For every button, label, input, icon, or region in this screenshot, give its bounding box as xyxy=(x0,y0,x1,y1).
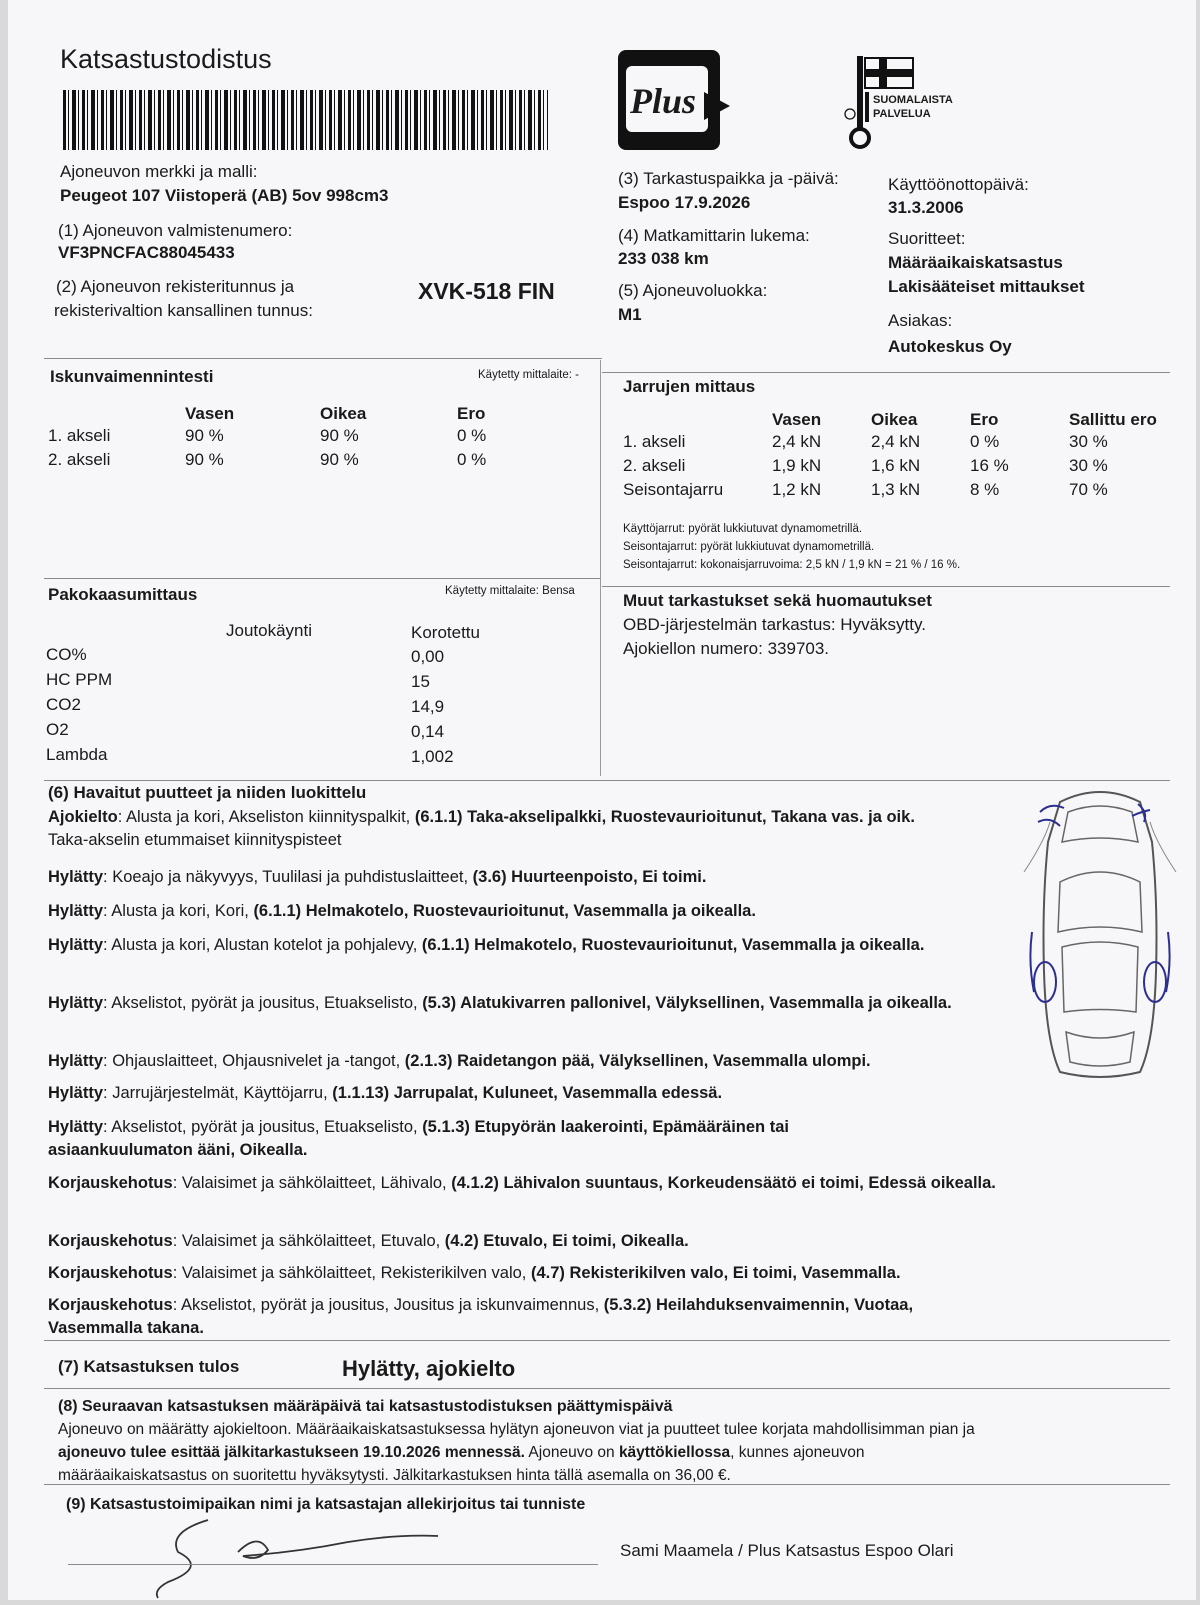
defect-item: Hylätty: Alusta ja kori, Kori, (6.1.1) Helmakotelo, Ruostevaurioitunut, Vasemmalla ja oikealla. xyxy=(48,902,756,920)
reg-label-2: rekisterivaltion kansallinen tunnus: xyxy=(54,301,313,320)
defect-item: Korjauskehotus: Valaisimet ja sähkölaitteet, Lähivalo, (4.1.2) Lähivalon suuntaus, Korkeudensäätö ei toimi, Edessä oikealla. xyxy=(48,1174,996,1192)
defect-item: Korjauskehotus: Akselistot, pyörät ja jousitus, Jousitus ja iskunvaimennus, (5.3.2) Heilahduksenvaimennin, Vuotaa, Vasemmalla takana. xyxy=(48,1296,914,1337)
defect-item: Korjauskehotus: Valaisimet ja sähkölaitteet, Rekisterikilven valo, (4.7) Rekisterikilven valo, Ei toimi, Vasemmalla. xyxy=(48,1264,901,1282)
exhaust-col-raised: Korotettu xyxy=(411,623,480,642)
shock-title: Iskunvaimennintesti xyxy=(50,367,214,386)
shock-device: Käytetty mittalaite: - xyxy=(478,369,579,381)
other-line-1: OBD-järjestelmän tarkastus: Hyväksytty. xyxy=(623,615,926,634)
plus-logo: Plus xyxy=(618,50,720,150)
defect-item: Hylätty: Akselistot, pyörät ja jousitus, Etuakselisto, (5.1.3) Etupyörän laakerointi, Epämääräinen tai asiaankuulumaton ääni, Oikealla. xyxy=(48,1118,789,1159)
inspector-name: Sami Maamela / Plus Katsastus Espoo Olari xyxy=(620,1541,954,1560)
odometer-label: (4) Matkamittarin lukema: xyxy=(618,226,810,245)
barcode xyxy=(63,90,548,150)
odometer-value: 233 038 km xyxy=(618,249,709,268)
make-value: Peugeot 107 Viistoperä (AB) 5ov 998cm3 xyxy=(60,186,389,205)
next-title: (8) Seuraavan katsastuksen määräpäivä tai katsastustodistuksen päättymispäivä xyxy=(58,1398,673,1415)
brake-note-3: Seisontajarrut: kokonaisjarruvoima: 2,5 kN / 1,9 kN = 21 % / 16 %. xyxy=(623,559,961,571)
car-diagram xyxy=(1020,782,1180,1082)
place-value: Espoo 17.9.2026 xyxy=(618,193,751,212)
other-line-2: Ajokiellon numero: 339703. xyxy=(623,639,830,658)
vin-label: (1) Ajoneuvon valmistenumero: xyxy=(58,221,293,240)
table-row: 2. akseli 90 % 90 % 0 % xyxy=(48,450,487,469)
customer-label: Asiakas: xyxy=(888,311,953,330)
defect-item: Hylätty: Akselistot, pyörät ja jousitus, Etuakselisto, (5.3) Alatukivarren pallonivel, Välyksellinen, Vasemmalla ja oikealla. xyxy=(48,994,952,1012)
brakes-table: Vasen Oikea Ero Sallittu ero 1. akseli 2,4 kN 2,4 kN 0 % 30 % 2. akseli 1,9 kN 1,6 kN 16 % 30 % Seisontajarru 1,2 kN 1,3 kN 8 % 70 % xyxy=(623,410,1157,502)
result-label: (7) Katsastuksen tulos xyxy=(58,1357,240,1376)
defects-title: (6) Havaitut puutteet ja niiden luokittelu xyxy=(48,783,367,802)
handwritten-signature xyxy=(148,1512,478,1600)
table-row: Seisontajarru 1,2 kN 1,3 kN 8 % 70 % xyxy=(623,480,1108,499)
vin-value: VF3PNCFAC88045433 xyxy=(58,243,235,262)
table-row: 1. akseli 90 % 90 % 0 % xyxy=(48,426,487,445)
result-value: Hylätty, ajokielto xyxy=(342,1356,516,1381)
performed-label: Suoritteet: xyxy=(888,229,966,248)
performed-1: Määräaikaiskatsastus xyxy=(888,253,1063,272)
make-label: Ajoneuvon merkki ja malli: xyxy=(60,162,258,181)
brake-note-2: Seisontajarrut: pyörät lukkiutuvat dynamometrillä. xyxy=(623,541,875,553)
suomalaista-palvelua-logo: SUOMALAISTA PALVELUA xyxy=(843,52,973,152)
exhaust-title: Pakokaasumittaus xyxy=(48,585,198,604)
other-title: Muut tarkastukset sekä huomautukset xyxy=(623,591,932,610)
defect-item: Korjauskehotus: Valaisimet ja sähkölaitteet, Etuvalo, (4.2) Etuvalo, Ei toimi, Oikealla. xyxy=(48,1232,689,1250)
defect-item: Hylätty: Koeajo ja näkyvyys, Tuulilasi ja puhdistuslaitteet, (3.6) Huurteenpoisto, Ei toimi. xyxy=(48,868,707,886)
next-body: Ajoneuvo on määrätty ajokieltoon. Määräaikaiskatsastuksessa hylätyn ajoneuvon viat ja puutteet tulee korjata mahdollisimman pian ja ajoneuvo tulee esittää jälkitarkastukseen 19.10.2026 mennessä. Ajoneuvo on käyttökiellossa, kunnes ajoneuvon määräaikaiskatsastus on suoritettu hyväksytysti. Jälkitarkastuksen hinta tällä asemalla on 36,00 €. xyxy=(58,1421,975,1484)
exhaust-col-idle: Joutokäynti xyxy=(226,621,312,640)
defect-item: Ajokielto: Alusta ja kori, Akseliston kiinnityspalkit, (6.1.1) Taka-akselipalkki, Ruostevaurioitunut, Takana vas. ja oik. Taka-akselin etummaiset kiinnityspisteet xyxy=(48,808,915,849)
performed-2: Lakisääteiset mittaukset xyxy=(888,277,1085,296)
brakes-title: Jarrujen mittaus xyxy=(623,377,756,396)
first-use-value: 31.3.2006 xyxy=(888,198,964,217)
class-label: (5) Ajoneuvoluokka: xyxy=(618,281,768,300)
class-value: M1 xyxy=(618,305,642,324)
place-label: (3) Tarkastuspaikka ja -päivä: xyxy=(618,169,839,188)
document-title: Katsastustodistus xyxy=(60,44,272,74)
inspection-certificate: Katsastustodistus Plus SUOMALAISTA PALVELUA Ajoneuvon merkki ja malli: Peugeot 107 Viistoperä (AB) 5ov 998cm3 (1) Ajoneuvon valmistenumero: VF3PNCFAC88045433 (2) Ajoneuvon rekisteritunnus ja rekisterivaltion kansallinen tunnus: XVK-518 FIN (3) Tarkastuspaikka ja -päivä: Espoo 17.9.2026 (4) Matkamittarin lukema: 233 038 km (5) Ajoneuvoluokka: M1 Käyttöönottopäivä: 31.3.2006 Suoritteet: Määräaikaiskatsastus Lakisääteiset mittaukset Asiakas: Autokeskus Oy Iskunvaimennintesti Käytetty mittalaite: - Vasen Oikea Ero 1. akseli 90 % 90 % 0 % 2. akseli 90 % 90 % 0 % Jarrujen mittaus Vasen Oikea Ero Sallittu ero 1. akseli 2,4 kN 2,4 kN 0 % 30 % 2. akseli 1,9 kN 1,6 kN 16 % 30 % Seisontajarru 1,2 kN 1,3 kN 8 % 70 % Käyttöjarrut: pyörät lukkiutuvat dynamometrillä. Seisontajarrut: pyörät lukkiutuvat dynamometrillä. Seisontajarrut: kokonaisjarruvoima: 2,5 kN / 1,9 kN = 21 % / 16 %. Pakokaasumittaus Käytetty mittalaite: Bensa Joutokäynti Korotettu CO% 0,00 HC PPM 15 CO2 14,9 O2 0,14 Lambda 1,002 Muut tarkastukset sekä huomautukset OBD-järjestelmän tarkastus: Hyväksytty. Ajokiellon numero: 339703. (6) Havaitut puutteet ja niiden luokittelu Ajokielto: Alusta ja kori, Akseliston kiinnityspalkit, (6.1.1) Taka-akselipalkki, Ruostevaurioitunut, Takana vas. ja oik. Taka-akselin etummaiset kiinnityspisteet Hylätty: Koeajo ja näkyvyys, Tuulilasi ja puhdistuslaitteet, (3.6) Huurteenpoisto, Ei toimi. Hylätty: Alusta ja kori, Kori, (6.1.1) Helmakotelo, Ruostevaurioitunut, Vasemmalla ja oikealla. Hylätty: Alusta ja kori, Alustan kotelot ja pohjalevy, (6.1.1) Helmakotelo, Ruostevaurioitunut, Vasemmalla ja oikealla. Hylätty: Akselistot, pyörät ja jousitus, Etuakselisto, (5.3) Alatukivarren pallonivel, Välyksellinen, Vasemmalla ja oikealla. Hylätty: Ohjauslaitteet, Ohjausnivelet ja -tangot, (2.1.3) Raidetangon pää, Välyksellinen, Vasemmalla ulompi. Hylätty: Jarrujärjestelmät, Käyttöjarru, (1.1.13) Jarrupalat, Kuluneet, Vasemmalla edessä. Hylätty: Akselistot, pyörät ja jousitus, Etuakselisto, (5.1.3) Etupyörän laakerointi, Epämääräinen tai asiaankuulumaton ääni, Oikealla. Korjauskehotus: Valaisimet ja sähkölaitteet, Lähivalo, (4.1.2) Lähivalon suuntaus, Korkeudensäätö ei toimi, Edessä oikealla. Korjauskehotus: Valaisimet ja sähkölaitteet, Etuvalo, (4.2) Etuvalo, Ei toimi, Oikealla. Korjauskehotus: Valaisimet ja sähkölaitteet, Rekisterikilven valo, (4.7) Rekisterikilven valo, Ei toimi, Vasemmalla. Korjauskehotus: Akselistot, pyörät ja jousitus, Jousitus ja iskunvaimennus, (5.3.2) Heilahduksenvaimennin, Vuotaa, Vasemmalla takana. (7) Katsastuksen tulos Hylätty, ajokielto (8) Seuraavan katsastuksen määräpäivä tai katsastustodistuksen päättymispäivä Ajoneuvo on määrätty ajokieltoon. Määräaikaiskatsastuksessa hylätyn ajoneuvon viat ja puutteet tulee korjata mahdollisimman pian ja ajoneuvo tulee esittää jälkitarkastukseen 19.10.2026 mennessä. Ajoneuvo on käyttökiellossa, kunnes ajoneuvon määräaikaiskatsastus on suoritettu hyväksytysti. Jälkitarkastuksen hinta tällä asemalla on 36,00 €. (9) Katsastustoimipaikan nimi ja katsastajan allekirjoitus tai tunniste Sami Maamela / Plus Katsastus Espoo Olari xyxy=(8,0,1196,1600)
defect-item: Hylätty: Alusta ja kori, Alustan kotelot ja pohjalevy, (6.1.1) Helmakotelo, Ruostevaurioitunut, Vasemmalla ja oikealla. xyxy=(48,936,925,954)
table-row: 1. akseli 2,4 kN 2,4 kN 0 % 30 % xyxy=(623,432,1108,451)
reg-label-1: (2) Ajoneuvon rekisteritunnus ja xyxy=(56,277,295,296)
table-row: 2. akseli 1,9 kN 1,6 kN 16 % 30 % xyxy=(623,456,1108,475)
signature-title: (9) Katsastustoimipaikan nimi ja katsastajan allekirjoitus tai tunniste xyxy=(66,1496,586,1513)
customer-value: Autokeskus Oy xyxy=(888,337,1012,356)
brake-note-1: Käyttöjarrut: pyörät lukkiutuvat dynamometrillä. xyxy=(623,523,863,535)
exhaust-device: Käytetty mittalaite: Bensa xyxy=(445,585,575,597)
first-use-label: Käyttöönottopäivä: xyxy=(888,175,1029,194)
shock-table: Vasen Oikea Ero 1. akseli 90 % 90 % 0 % 2. akseli 90 % 90 % 0 % xyxy=(48,404,486,472)
defect-item: Hylätty: Ohjauslaitteet, Ohjausnivelet ja -tangot, (2.1.3) Raidetangon pää, Välyksellinen, Vasemmalla ulompi. xyxy=(48,1052,871,1070)
reg-value: XVK-518 FIN xyxy=(418,278,555,304)
defect-item: Hylätty: Jarrujärjestelmät, Käyttöjarru, (1.1.13) Jarrupalat, Kuluneet, Vasemmalla edessä. xyxy=(48,1084,723,1102)
